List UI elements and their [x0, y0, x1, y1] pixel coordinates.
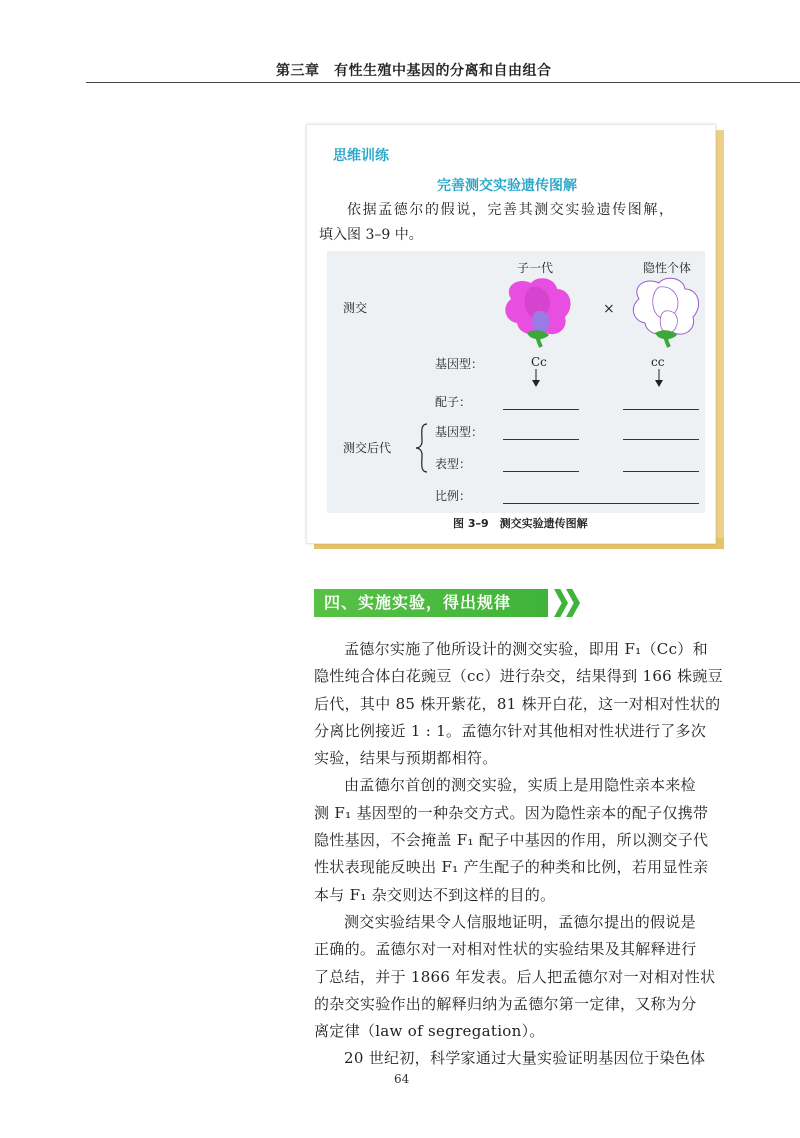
offspring-genotype-blank-2	[623, 439, 699, 440]
chevron-right-icon	[554, 589, 568, 617]
chevron-right-icon	[566, 589, 580, 617]
header-rule	[86, 82, 800, 83]
arrow-down-icon	[531, 369, 541, 387]
testcross-row-label: 测交	[343, 301, 368, 315]
left-brace-icon	[415, 423, 429, 473]
testcross-diagram	[327, 251, 705, 513]
gamete-label: 配子：	[435, 395, 472, 409]
white-flower-image	[625, 275, 705, 349]
think-box-title: 完善测交实验遗传图解	[437, 178, 577, 194]
col-recessive-label: 隐性个体	[643, 261, 692, 275]
think-box-text-line2: 填入图 3–9 中。	[319, 227, 423, 243]
page-number: 64	[394, 1072, 410, 1086]
paragraph-1: 孟德尔实施了他所设计的测交实验，即用 F₁（Cc）和 隐性纯合体白花豌豆（cc）进行杂交，结果得到 166 株豌豆 后代，其中 85 株开紫花，81 株开白花，这一对相对性状的 分离比例接近 1 : 1。孟德尔针对其他相对性状进行了多次 实验，结果与预期都相符。	[314, 640, 723, 768]
section-banner: 四、实施实验，得出规律	[314, 589, 548, 617]
col-f1-label: 子一代	[517, 261, 554, 275]
arrow-down-icon	[654, 369, 664, 387]
think-box-text-line1: 依据孟德尔的假说，完善其测交实验遗传图解，	[347, 202, 675, 218]
think-box-text	[319, 198, 699, 248]
paragraph-4: 20 世纪初，科学家通过大量实验证明基因位于染色体	[344, 1049, 706, 1068]
ratio-blank	[503, 503, 699, 504]
phenotype-blank-1	[503, 471, 579, 472]
genotype-f1: Cc	[531, 355, 547, 369]
phenotype-label: 表型：	[435, 457, 472, 471]
purple-flower-image	[497, 275, 577, 349]
cross-sign: ×	[603, 301, 615, 317]
body-text	[314, 636, 726, 1073]
genotype-recessive: cc	[651, 355, 665, 369]
offspring-genotype-label: 基因型：	[435, 425, 484, 439]
gamete-blank-f1	[503, 409, 579, 410]
think-box-label: 思维训练	[333, 148, 389, 164]
gamete-blank-recessive	[623, 409, 699, 410]
genotype-label: 基因型：	[435, 357, 484, 371]
paragraph-3: 测交实验结果令人信服地证明，孟德尔提出的假说是 正确的。孟德尔对一对相对性状的实验结果及其解释进行 了总结，并于 1866 年发表。后人把孟德尔对一对相对性状 的杂交实验作出的解释归纳为孟德尔第一定律，又称为分 离定律（law of segregation）。	[314, 912, 716, 1041]
offspring-genotype-blank-1	[503, 439, 579, 440]
chapter-header: 第三章 有性生殖中基因的分离和自由组合	[276, 63, 552, 79]
ratio-label: 比例：	[435, 489, 472, 503]
paragraph-2: 由孟德尔首创的测交实验，实质上是用隐性亲本来检 测 F₁ 基因型的一种杂交方式。因为隐性亲本的配子仅携带 隐性基因，不会掩盖 F₁ 配子中基因的作用，所以测交子代 性状表现能反映出 F₁ 产生配子的种类和比例，若用显性亲 本与 F₁ 杂交则达不到这样的目的。	[314, 776, 709, 904]
think-box	[306, 124, 716, 544]
figure-caption: 图 3–9 测交实验遗传图解	[453, 517, 588, 530]
offspring-label: 测交后代	[343, 441, 392, 455]
phenotype-blank-2	[623, 471, 699, 472]
